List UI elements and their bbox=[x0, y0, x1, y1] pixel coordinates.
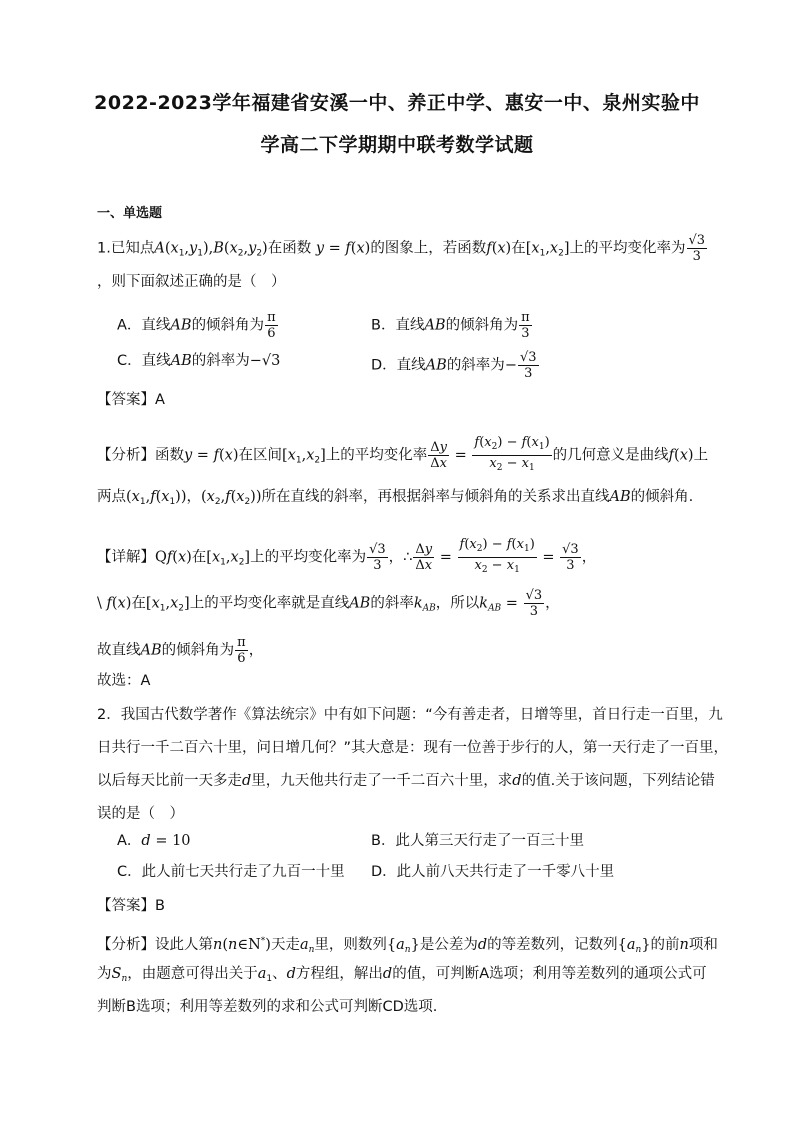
option-1a: A．直线AB的倾斜角为 $\frac{\pi}{6}$ bbox=[117, 310, 276, 341]
document-title-line-2: 学高二下学期期中联考数学试题 bbox=[260, 134, 534, 156]
question-2-line-1: 2．我国古代数学著作《算法统宗》中有如下问题：“今有善走者，日增等里，首日行走一百里，九 bbox=[97, 707, 723, 723]
answer-2: 【答案】B bbox=[97, 898, 165, 914]
option-1b: B．直线AB的倾斜角为 $\frac{\pi}{3}$ bbox=[371, 310, 530, 341]
answer-1: 【答案】A bbox=[97, 392, 165, 408]
option-1c: C．直线AB的斜率为−√3 bbox=[117, 353, 281, 369]
option-2a: A．d = 10 bbox=[117, 833, 191, 849]
option-1d: D．直线AB的斜率为− $\frac{√3}{3}$ bbox=[371, 350, 537, 381]
option-2b: B．此人第三天行走了一百三十里 bbox=[371, 833, 584, 849]
detail-1: 【详解】Qf(x)在$[x_1,x_2]$上的平均变化率为 $\frac{√3}{3}$ ，∴ $\frac{\Delta y}{\Delta x}$ = $\frac{f(x_2) - f(x_1)}{x_2 - x_1}$ = $\frac{√3}{3}$ ， bbox=[97, 537, 597, 575]
question-2-line-3: 以后每天比前一天多走d里，九天他共行走了一千二百六十里，求d的值.关于该问题，下列结论错 bbox=[97, 773, 715, 789]
detail-1-cont: \ f(x)在$[x_1,x_2]$上的平均变化率就是直线AB的斜率$k_{AB}$，所以$k_{AB}$ = $\frac{√3}{3}$ ， bbox=[97, 588, 560, 619]
option-2d: D．此人前八天共行走了一千零八十里 bbox=[371, 864, 615, 880]
analysis-1: 【分析】函数y = f(x)在区间$[x_1,x_2]$上的平均变化率 $\frac{\Delta y}{\Delta x}$ = $\frac{f(x_2) - f(x_1)}{x_2 - x_1}$ 的几何意义是曲线f(x)上 bbox=[97, 435, 709, 473]
document-title-line-1: 2022-2023学年福建省安溪一中、养正中学、惠安一中、泉州实验中 bbox=[94, 92, 700, 114]
analysis-2-line-2: 为$S_n$，由题意可得出关于$a_1$、d方程组，解出d的值，可判断A选项；利用等差数列的通项公式可 bbox=[97, 966, 707, 984]
option-2c: C．此人前七天共行走了九百一十里 bbox=[117, 864, 345, 880]
question-1-stem: 1.已知点$A(x_1,y_1),B(x_2,y_2)$在函数 y = f(x)的图象上，若函数f(x)在$[x_1,x_2]$上的平均变化率为 $\frac{√3}{3}$ bbox=[97, 233, 706, 264]
choice-1: 故选：A bbox=[97, 673, 151, 689]
section-heading: 一、单选题 bbox=[97, 206, 163, 221]
question-2-line-4: 误的是（ ） bbox=[97, 806, 184, 822]
question-2-line-2: 日共行一千二百六十里，问日增几何？”其大意是：现有一位善于步行的人，第一天行走了一百里， bbox=[97, 740, 729, 756]
analysis-2-line-3: 判断B选项；利用等差数列的求和公式可判断CD选项. bbox=[97, 999, 438, 1015]
analysis-1-cont: 两点$(x_1,f(x_1))$，$(x_2,f(x_2))$所在直线的斜率，再根据斜率与倾斜角的关系求出直线AB的倾斜角. bbox=[97, 489, 694, 507]
question-1-stem-cont: ，则下面叙述正确的是（ ） bbox=[97, 274, 286, 290]
detail-1-conclusion: 故直线AB的倾斜角为 $\frac{\pi}{6}$ ， bbox=[97, 635, 264, 666]
analysis-2-line-1: 【分析】设此人第n(n∈N*)天走$a_n$里，则数列$\{a_n\}$是公差为d的等差数列，记数列$\{a_n\}$的前n项和 bbox=[97, 936, 718, 955]
